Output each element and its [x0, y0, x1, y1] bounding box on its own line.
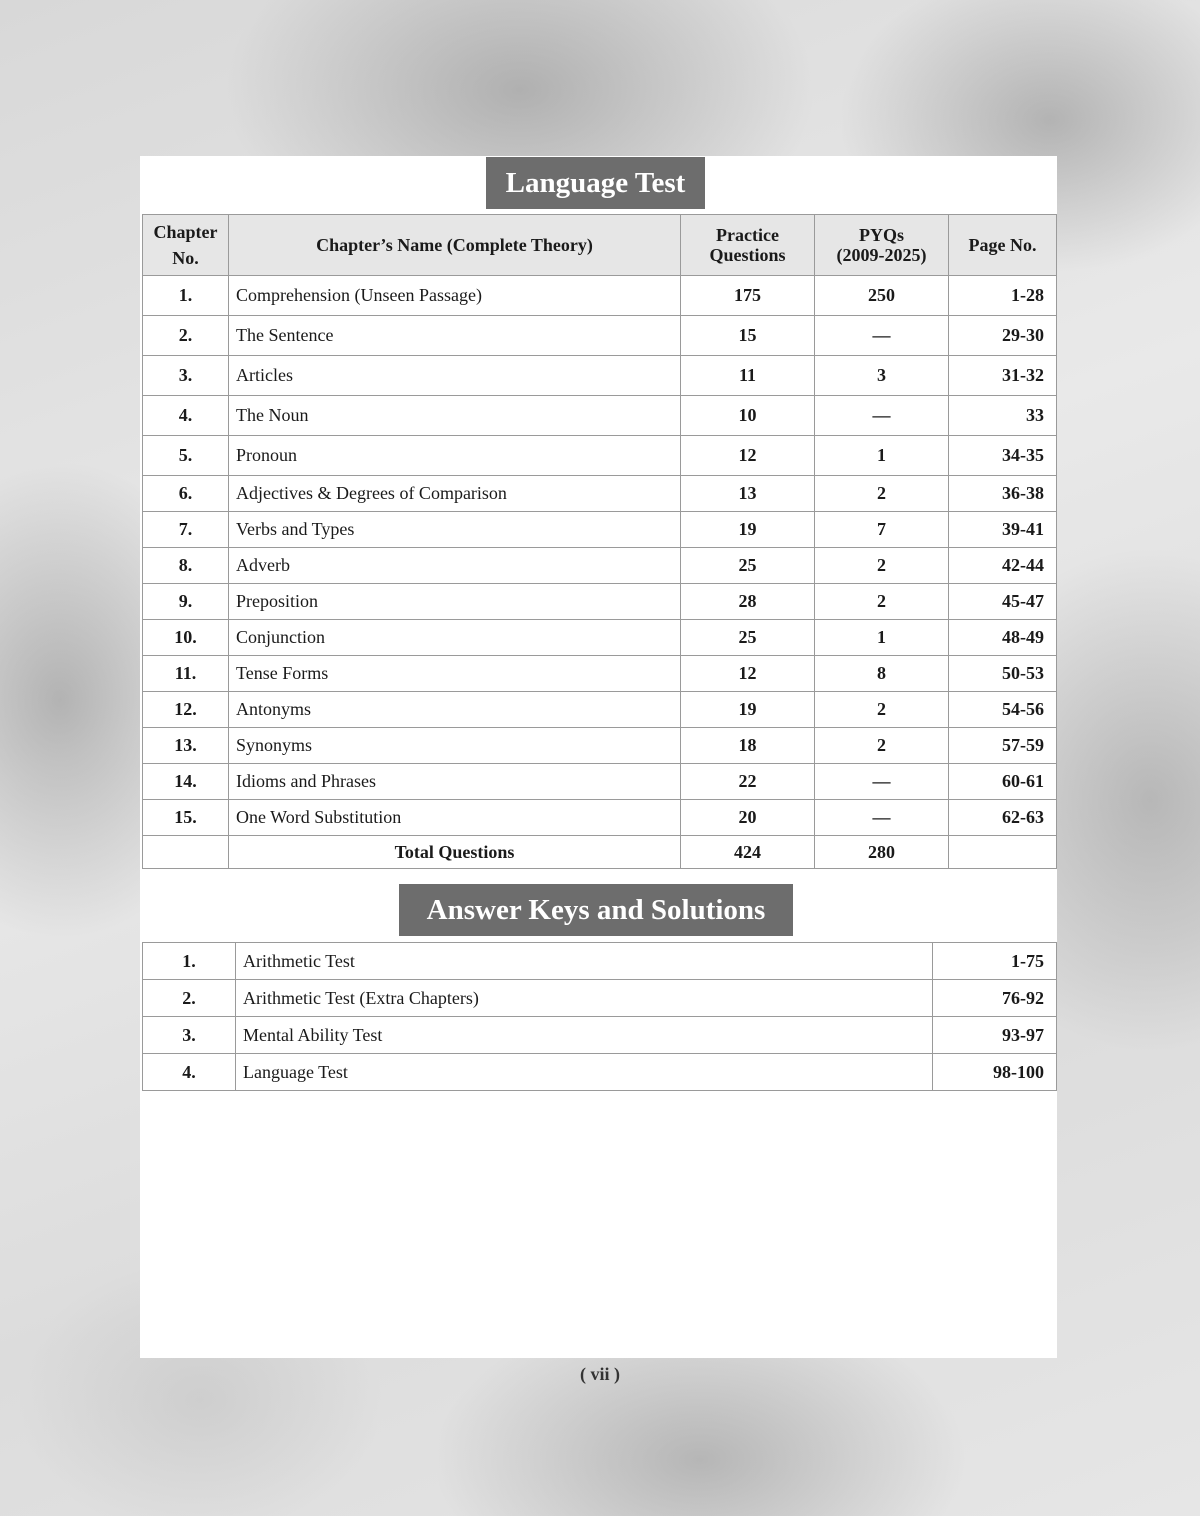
practice-questions-cell: 10	[681, 396, 815, 436]
header-practice-line2: Questions	[709, 245, 786, 265]
pyqs-cell: —	[815, 316, 949, 356]
page-no-cell: 34-35	[949, 436, 1057, 476]
page-number: ( vii )	[580, 1364, 620, 1384]
header-pyqs-line2: (2009-2025)	[836, 245, 927, 265]
contents-panel	[140, 156, 1057, 1358]
answer-no-cell: 3.	[143, 1017, 236, 1054]
pyqs-cell: —	[815, 800, 949, 836]
table-row	[143, 620, 1057, 656]
table-row	[143, 728, 1057, 764]
page-no-cell: 45-47	[949, 584, 1057, 620]
chapter-name-cell: Adjectives & Degrees of Comparison	[229, 476, 681, 512]
practice-questions-cell: 18	[681, 728, 815, 764]
table-row	[143, 548, 1057, 584]
answer-name-cell: Arithmetic Test (Extra Chapters)	[236, 980, 933, 1017]
page-no-cell: 42-44	[949, 548, 1057, 584]
page-no-cell: 39-41	[949, 512, 1057, 548]
table-row	[143, 584, 1057, 620]
pyqs-cell: —	[815, 764, 949, 800]
header-chapter-no	[143, 215, 229, 276]
practice-questions-cell: 19	[681, 692, 815, 728]
chapter-no-cell: 13.	[143, 728, 229, 764]
answer-name-cell: Language Test	[236, 1054, 933, 1091]
total-practice-cell: 424	[681, 836, 815, 869]
table-row	[143, 764, 1057, 800]
page-no-cell: 31-32	[949, 356, 1057, 396]
practice-questions-cell: 175	[681, 276, 815, 316]
header-pyqs-line1: PYQs	[859, 225, 904, 245]
header-practice-line1: Practice	[716, 225, 779, 245]
header-practice-questions	[681, 215, 815, 276]
pyqs-cell: 2	[815, 476, 949, 512]
chapter-no-cell: 11.	[143, 656, 229, 692]
chapter-name-cell: Tense Forms	[229, 656, 681, 692]
chapter-name-cell: Antonyms	[229, 692, 681, 728]
answer-no-cell: 2.	[143, 980, 236, 1017]
chapter-no-cell: 3.	[143, 356, 229, 396]
table-row	[143, 356, 1057, 396]
chapter-no-cell: 12.	[143, 692, 229, 728]
table-row	[143, 692, 1057, 728]
page-no-cell: 60-61	[949, 764, 1057, 800]
table-row	[143, 800, 1057, 836]
pyqs-cell: 8	[815, 656, 949, 692]
header-chapter-name: Chapter’s Name (Complete Theory)	[229, 215, 681, 276]
page-no-cell: 57-59	[949, 728, 1057, 764]
chapter-name-cell: Conjunction	[229, 620, 681, 656]
chapter-name-cell: The Sentence	[229, 316, 681, 356]
chapter-name-cell: Adverb	[229, 548, 681, 584]
answer-row	[143, 1054, 1057, 1091]
answer-name-cell: Arithmetic Test	[236, 943, 933, 980]
page-no-cell: 1-28	[949, 276, 1057, 316]
practice-questions-cell: 25	[681, 548, 815, 584]
page-no-cell: 48-49	[949, 620, 1057, 656]
table-row	[143, 436, 1057, 476]
table-row	[143, 476, 1057, 512]
chapter-no-cell: 14.	[143, 764, 229, 800]
page-no-cell: 50-53	[949, 656, 1057, 692]
practice-questions-cell: 11	[681, 356, 815, 396]
answer-name-cell: Mental Ability Test	[236, 1017, 933, 1054]
table-header-row	[143, 215, 1057, 276]
answer-page-cell: 93-97	[933, 1017, 1057, 1054]
answer-row	[143, 980, 1057, 1017]
pyqs-cell: 1	[815, 436, 949, 476]
chapter-name-cell: Comprehension (Unseen Passage)	[229, 276, 681, 316]
table-row	[143, 316, 1057, 356]
chapter-name-cell: Synonyms	[229, 728, 681, 764]
page-no-cell: 62-63	[949, 800, 1057, 836]
total-page-empty-cell	[949, 836, 1057, 869]
answer-row	[143, 1017, 1057, 1054]
section-title-language-test: Language Test	[486, 157, 705, 209]
header-chapter-no-line1: Chapter	[153, 222, 218, 242]
chapter-name-cell: Pronoun	[229, 436, 681, 476]
chapter-name-cell: Preposition	[229, 584, 681, 620]
total-pyqs-cell: 280	[815, 836, 949, 869]
language-test-table	[142, 214, 1057, 869]
total-row	[143, 836, 1057, 869]
table-row	[143, 396, 1057, 436]
answer-page-cell: 98-100	[933, 1054, 1057, 1091]
practice-questions-cell: 13	[681, 476, 815, 512]
chapter-name-cell: One Word Substitution	[229, 800, 681, 836]
answer-row	[143, 943, 1057, 980]
header-chapter-no-line2: No.	[172, 248, 199, 268]
pyqs-cell: 3	[815, 356, 949, 396]
total-empty-cell	[143, 836, 229, 869]
practice-questions-cell: 15	[681, 316, 815, 356]
page-no-cell: 29-30	[949, 316, 1057, 356]
table-row	[143, 512, 1057, 548]
chapter-no-cell: 15.	[143, 800, 229, 836]
page-no-cell: 54-56	[949, 692, 1057, 728]
chapter-no-cell: 5.	[143, 436, 229, 476]
pyqs-cell: 250	[815, 276, 949, 316]
pyqs-cell: 7	[815, 512, 949, 548]
table-row	[143, 656, 1057, 692]
practice-questions-cell: 25	[681, 620, 815, 656]
practice-questions-cell: 19	[681, 512, 815, 548]
chapter-no-cell: 8.	[143, 548, 229, 584]
chapter-no-cell: 4.	[143, 396, 229, 436]
pyqs-cell: —	[815, 396, 949, 436]
chapter-name-cell: The Noun	[229, 396, 681, 436]
chapter-no-cell: 7.	[143, 512, 229, 548]
answer-page-cell: 76-92	[933, 980, 1057, 1017]
page-no-cell: 36-38	[949, 476, 1057, 512]
practice-questions-cell: 22	[681, 764, 815, 800]
page-no-cell: 33	[949, 396, 1057, 436]
answer-page-cell: 1-75	[933, 943, 1057, 980]
chapter-no-cell: 10.	[143, 620, 229, 656]
pyqs-cell: 2	[815, 548, 949, 584]
chapter-name-cell: Verbs and Types	[229, 512, 681, 548]
header-pyqs	[815, 215, 949, 276]
pyqs-cell: 1	[815, 620, 949, 656]
practice-questions-cell: 12	[681, 436, 815, 476]
practice-questions-cell: 28	[681, 584, 815, 620]
answer-keys-table	[142, 942, 1057, 1091]
chapter-no-cell: 6.	[143, 476, 229, 512]
practice-questions-cell: 20	[681, 800, 815, 836]
answer-no-cell: 1.	[143, 943, 236, 980]
answer-no-cell: 4.	[143, 1054, 236, 1091]
chapter-no-cell: 2.	[143, 316, 229, 356]
chapter-no-cell: 9.	[143, 584, 229, 620]
chapter-no-cell: 1.	[143, 276, 229, 316]
table-row	[143, 276, 1057, 316]
practice-questions-cell: 12	[681, 656, 815, 692]
total-label-cell: Total Questions	[229, 836, 681, 869]
header-page-no: Page No.	[949, 215, 1057, 276]
section-title-answer-keys: Answer Keys and Solutions	[399, 884, 793, 936]
pyqs-cell: 2	[815, 584, 949, 620]
chapter-name-cell: Articles	[229, 356, 681, 396]
pyqs-cell: 2	[815, 692, 949, 728]
chapter-name-cell: Idioms and Phrases	[229, 764, 681, 800]
pyqs-cell: 2	[815, 728, 949, 764]
